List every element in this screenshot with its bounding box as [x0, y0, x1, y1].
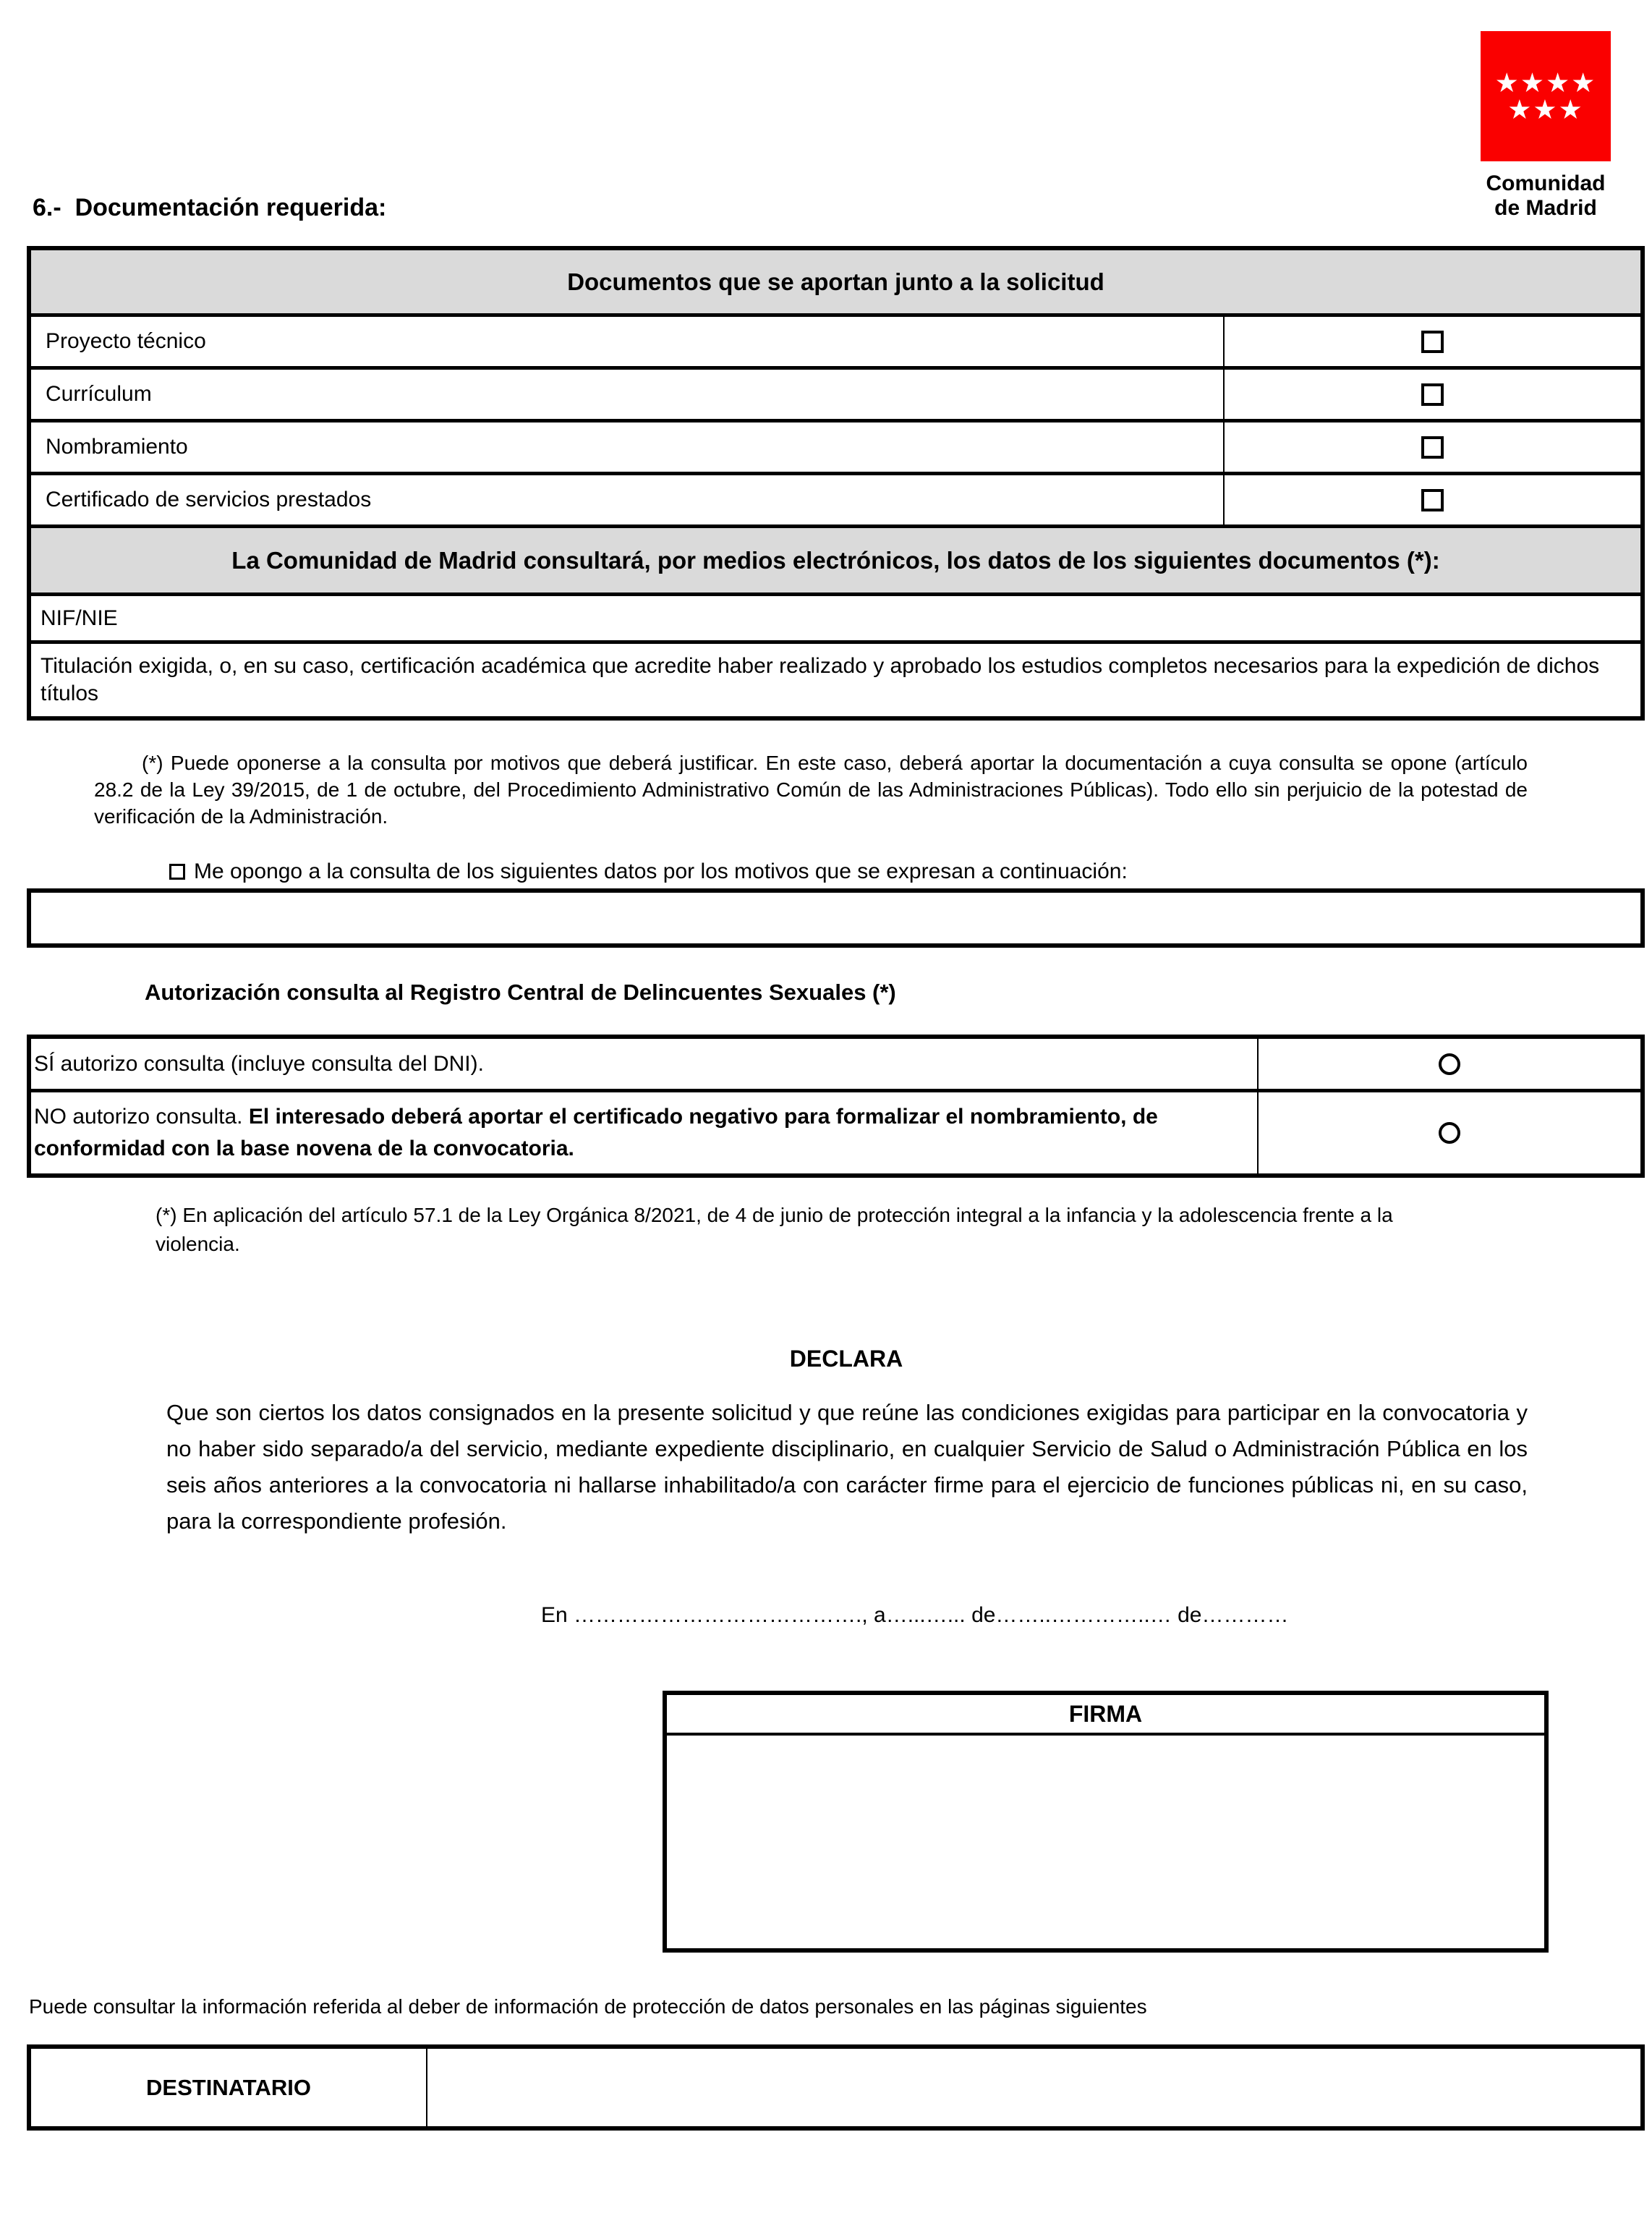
document-checkbox-cell[interactable] — [1223, 475, 1640, 524]
flag-stars-row2-icon: ★★★ — [1507, 94, 1584, 125]
electronic-consult-row-titulacion: Titulación exigida, o, en su caso, certificación académica que acredite haber realizado y aprobado los estudios completos necesarios para la expedición de dichos títulos — [41, 654, 1600, 705]
logo-caption — [1480, 171, 1611, 221]
electronic-consult-header: La Comunidad de Madrid consultará, por medios electrónicos, los datos de los siguientes documentos (*): — [31, 528, 1640, 596]
electronic-consult-row-nif: NIF/NIE — [31, 596, 1640, 644]
authorize-yes-radio[interactable] — [1439, 1053, 1460, 1075]
signature-input-area[interactable] — [667, 1736, 1544, 1989]
oppose-label: Me opongo a la consulta de los siguientes datos por los motivos que se expresan a continuación: — [194, 859, 1128, 883]
date-line: En …………………………………., a…...…... de……..…………..… de………… — [541, 1603, 1289, 1627]
declaration-body: Que son ciertos los datos consignados en la presente solicitud y que reúne las condiciones exigidas para participar en la convocatoria y no haber sido separado/a del servicio, mediante expediente disciplinario, en cualquier Servicio de Salud o Administración Pública en los seis años anteriores a la convocatoria ni hallarse inhabilitado/a con carácter firme para el ejercicio de funciones públicas ni, en su caso, para la correspondiente profesión. — [166, 1400, 1528, 1534]
section-title: 6.- Documentación requerida: — [33, 194, 387, 221]
document-checkbox-cell[interactable] — [1223, 422, 1640, 472]
authorize-no-radio-cell[interactable] — [1257, 1092, 1640, 1173]
documents-table-header: Documentos que se aportan junto a la solicitud — [31, 250, 1640, 317]
document-label: Certificado de servicios prestados — [46, 488, 372, 511]
nombramiento-checkbox[interactable] — [1421, 436, 1444, 459]
oppose-checkbox[interactable] — [169, 864, 185, 880]
authorize-no-text — [34, 1101, 1250, 1165]
recipient-label: DESTINATARIO — [31, 2049, 427, 2126]
authorize-no-radio[interactable] — [1439, 1122, 1460, 1144]
comunidad-madrid-flag — [1481, 31, 1611, 161]
consult-footnote: (*) Puede oponerse a la consulta por motivos que deberá justificar. En este caso, deberá aportar la documentación a cuya consulta se opone (artículo 28.2 de la Ley 39/2015, de 1 de octubre, del Procedimiento Administrativo Común de las Administraciones Públicas). Todo ello sin perjuicio de la potestad de verificación de la Administración. — [94, 752, 1528, 828]
flag-stars-row1-icon: ★★★★ — [1494, 67, 1597, 98]
proyecto-tecnico-checkbox[interactable] — [1421, 331, 1444, 353]
documents-table — [27, 246, 1645, 721]
authorize-no-regular: NO autorizo consulta. — [34, 1105, 249, 1129]
privacy-note: Puede consultar la información referida al deber de información de protección de datos personales en las páginas siguientes — [29, 1995, 1147, 2018]
table-row — [31, 1092, 1640, 1173]
authorize-no-label — [31, 1092, 1257, 1173]
authorization-title: Autorización consulta al Registro Central de Delincuentes Sexuales (*) — [145, 980, 896, 1005]
document-label: Proyecto técnico — [46, 329, 206, 353]
authorization-table — [27, 1035, 1645, 1178]
document-checkbox-cell[interactable] — [1223, 317, 1640, 366]
recipient-table — [27, 2044, 1645, 2131]
table-row — [31, 370, 1640, 422]
signature-title: FIRMA — [667, 1695, 1544, 1736]
table-row — [31, 317, 1640, 370]
table-row — [31, 1039, 1640, 1092]
logo-caption-line2: de Madrid — [1494, 196, 1597, 220]
authorize-yes-label — [31, 1039, 1257, 1089]
oppose-consult-line — [169, 859, 1128, 884]
oppose-reasons-input[interactable] — [27, 888, 1645, 948]
recipient-value-field[interactable] — [427, 2049, 1640, 2126]
document-label: Nombramiento — [46, 435, 188, 459]
certificado-servicios-checkbox[interactable] — [1421, 489, 1444, 511]
authorize-yes-radio-cell[interactable] — [1257, 1039, 1640, 1089]
curriculum-checkbox[interactable] — [1421, 383, 1444, 406]
declaration-title: DECLARA — [789, 1346, 903, 1372]
document-label: Currículum — [46, 382, 152, 406]
table-row — [31, 422, 1640, 475]
authorize-yes-text: SÍ autorizo consulta (incluye consulta del DNI). — [34, 1051, 484, 1076]
document-checkbox-cell[interactable] — [1223, 370, 1640, 419]
authorize-no-bold: El interesado deberá aportar el certificado negativo para formalizar el nombramiento, de conformidad con la base novena de la convocatoria. — [34, 1105, 1158, 1160]
authorization-footnote: (*) En aplicación del artículo 57.1 de la Ley Orgánica 8/2021, de 4 de junio de protección integral a la infancia y la adolescencia frente a la violencia. — [156, 1204, 1393, 1255]
comunidad-madrid-logo — [1480, 31, 1611, 221]
table-row — [31, 475, 1640, 528]
signature-box — [663, 1691, 1549, 1953]
logo-caption-line1: Comunidad — [1486, 171, 1606, 195]
